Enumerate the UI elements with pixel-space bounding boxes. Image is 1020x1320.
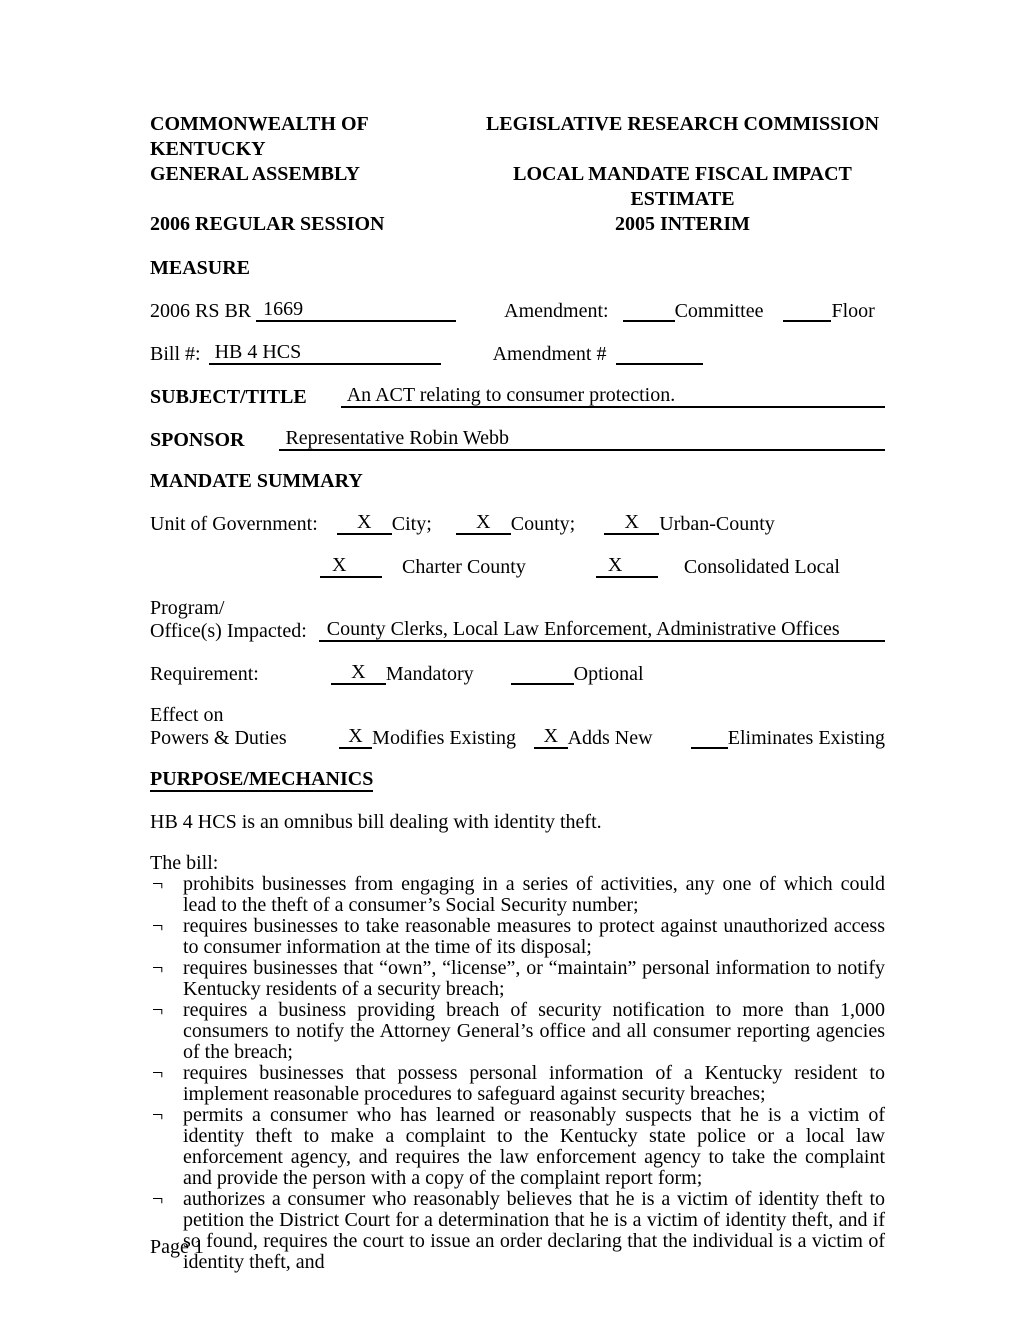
bullet-marker: ¬ <box>152 1104 164 1126</box>
offices-impacted-row <box>150 619 885 642</box>
requirement-label: Requirement: <box>150 663 259 685</box>
bullet-item <box>150 1000 885 1063</box>
county-x-field: X <box>456 512 511 535</box>
bullet-text: requires businesses to take reasonable measures to protect against unauthorized access to consumer information at the time of its disposal; <box>183 915 885 958</box>
charter-county-x-field: X <box>320 555 382 578</box>
header-local-mandate: LOCAL MANDATE FISCAL IMPACT ESTIMATE <box>513 163 852 210</box>
sponsor-row <box>150 428 885 451</box>
br-number-field: 1669 <box>256 299 456 322</box>
consolidated-local-label: Consolidated Local <box>683 556 840 578</box>
bill-bullet-list <box>150 874 885 1273</box>
amendment-number-label: Amendment # <box>492 343 607 365</box>
bullet-item <box>150 1189 885 1273</box>
mandatory-label: Mandatory <box>385 663 474 685</box>
bullet-marker: ¬ <box>152 915 164 937</box>
city-x-field: X <box>337 512 392 535</box>
bullet-marker: ¬ <box>152 957 164 979</box>
powers-duties-row <box>150 726 885 749</box>
bullet-text: permits a consumer who has learned or reasonably suspects that he is a victim of identity theft to make a complaint to the Kentucky state police or a local law enforcement agency, and requires the law enforcement agency to take the complaint and provide the person with a copy of the complaint report form; <box>183 1104 885 1189</box>
br-label: 2006 RS BR <box>150 300 252 322</box>
bullet-marker: ¬ <box>152 1062 164 1084</box>
offices-impacted-field: County Clerks, Local Law Enforcement, Administrative Offices <box>319 619 885 642</box>
floor-blank-field <box>783 299 831 322</box>
page-number: Page 1 <box>150 1236 204 1258</box>
committee-blank-field <box>623 299 675 322</box>
header-commonwealth: COMMONWEALTH OF KENTUCKY <box>150 113 368 160</box>
eliminates-existing-label: Eliminates Existing <box>727 727 885 749</box>
effect-on-label: Effect on <box>150 704 224 726</box>
bill-row <box>150 342 885 365</box>
requirement-row <box>150 662 885 685</box>
bullet-marker: ¬ <box>152 1188 164 1210</box>
program-label: Program/ <box>150 597 225 619</box>
header-lrc: LEGISLATIVE RESEARCH COMMISSION <box>485 113 880 135</box>
bullet-item <box>150 958 885 1000</box>
br-row <box>150 299 885 322</box>
intro-paragraph: HB 4 HCS is an omnibus bill dealing with identity theft. <box>150 811 602 833</box>
mandatory-x-field: X <box>331 662 386 685</box>
measure-heading: MEASURE <box>150 257 251 279</box>
effect-block <box>150 705 885 749</box>
subject-title-field: An ACT relating to consumer protection. <box>341 385 885 408</box>
floor-label: Floor <box>831 300 875 322</box>
charter-county-label: Charter County <box>402 556 526 578</box>
header-line-1 <box>150 112 885 162</box>
header-line-3 <box>150 212 885 237</box>
offices-impacted-label: Office(s) Impacted: <box>150 620 307 642</box>
amendment-label: Amendment: <box>504 300 609 322</box>
bill-list-lead: The bill: <box>150 852 219 874</box>
header-line-2 <box>150 162 885 212</box>
document-header <box>150 112 885 237</box>
sponsor-label: SPONSOR <box>150 429 245 451</box>
charter-consolidated-row <box>150 555 885 578</box>
powers-duties-label: Powers & Duties <box>150 727 287 749</box>
optional-label: Optional <box>573 663 644 685</box>
consolidated-local-x-field: X <box>596 555 658 578</box>
adds-new-x-field: X <box>534 726 568 749</box>
amendment-number-blank-field <box>616 342 703 365</box>
bullet-text: authorizes a consumer who reasonably believes that he is a victim of identity theft to petition the District Court for a determination that he is a victim of identity theft, and if so found, requires the court to issue an order declaring that the individual is a victim of identity theft, and <box>183 1188 885 1273</box>
header-general-assembly: GENERAL ASSEMBLY <box>150 163 360 185</box>
optional-blank-field <box>511 662 574 685</box>
bullet-item <box>150 1105 885 1189</box>
bill-number-field: HB 4 HCS <box>209 342 441 365</box>
bullet-text: requires businesses that “own”, “license”, or “maintain” personal information to notify Kentucky residents of a security breach; <box>183 957 885 1000</box>
purpose-mechanics-heading: PURPOSE/MECHANICS <box>150 768 374 790</box>
modifies-existing-x-field: X <box>339 726 373 749</box>
bullet-marker: ¬ <box>152 999 164 1021</box>
sponsor-field: Representative Robin Webb <box>279 428 885 451</box>
bullet-marker: ¬ <box>152 873 164 895</box>
bullet-item <box>150 874 885 916</box>
bullet-text: requires businesses that possess personal information of a Kentucky resident to implement reasonable procedures to safeguard against security breaches; <box>183 1062 885 1105</box>
committee-label: Committee <box>674 300 764 322</box>
subject-title-label: SUBJECT/TITLE <box>150 386 307 408</box>
header-session: 2006 REGULAR SESSION <box>150 213 385 235</box>
bullet-item <box>150 916 885 958</box>
bullet-text: prohibits businesses from engaging in a series of activities, any one of which could lead to the theft of a consumer’s Social Security number; <box>183 873 885 916</box>
modifies-existing-label: Modifies Existing <box>372 727 517 749</box>
header-interim: 2005 INTERIM <box>614 213 750 235</box>
urban-county-label: Urban-County <box>659 513 775 535</box>
mandate-summary-heading: MANDATE SUMMARY <box>150 470 363 492</box>
adds-new-label: Adds New <box>567 727 653 749</box>
city-label: City; <box>391 513 432 535</box>
unit-of-government-row <box>150 512 885 535</box>
program-office-block <box>150 598 885 642</box>
unit-of-government-label: Unit of Government: <box>150 513 318 535</box>
bullet-item <box>150 1063 885 1105</box>
county-label: County; <box>510 513 576 535</box>
urban-county-x-field: X <box>604 512 659 535</box>
subject-row <box>150 385 885 408</box>
eliminates-blank-field <box>691 726 728 749</box>
bill-number-label: Bill #: <box>150 343 201 365</box>
bullet-text: requires a business providing breach of security notification to more than 1,000 consumers to notify the Attorney General’s office and all consumer reporting agencies of the breach; <box>183 999 885 1063</box>
